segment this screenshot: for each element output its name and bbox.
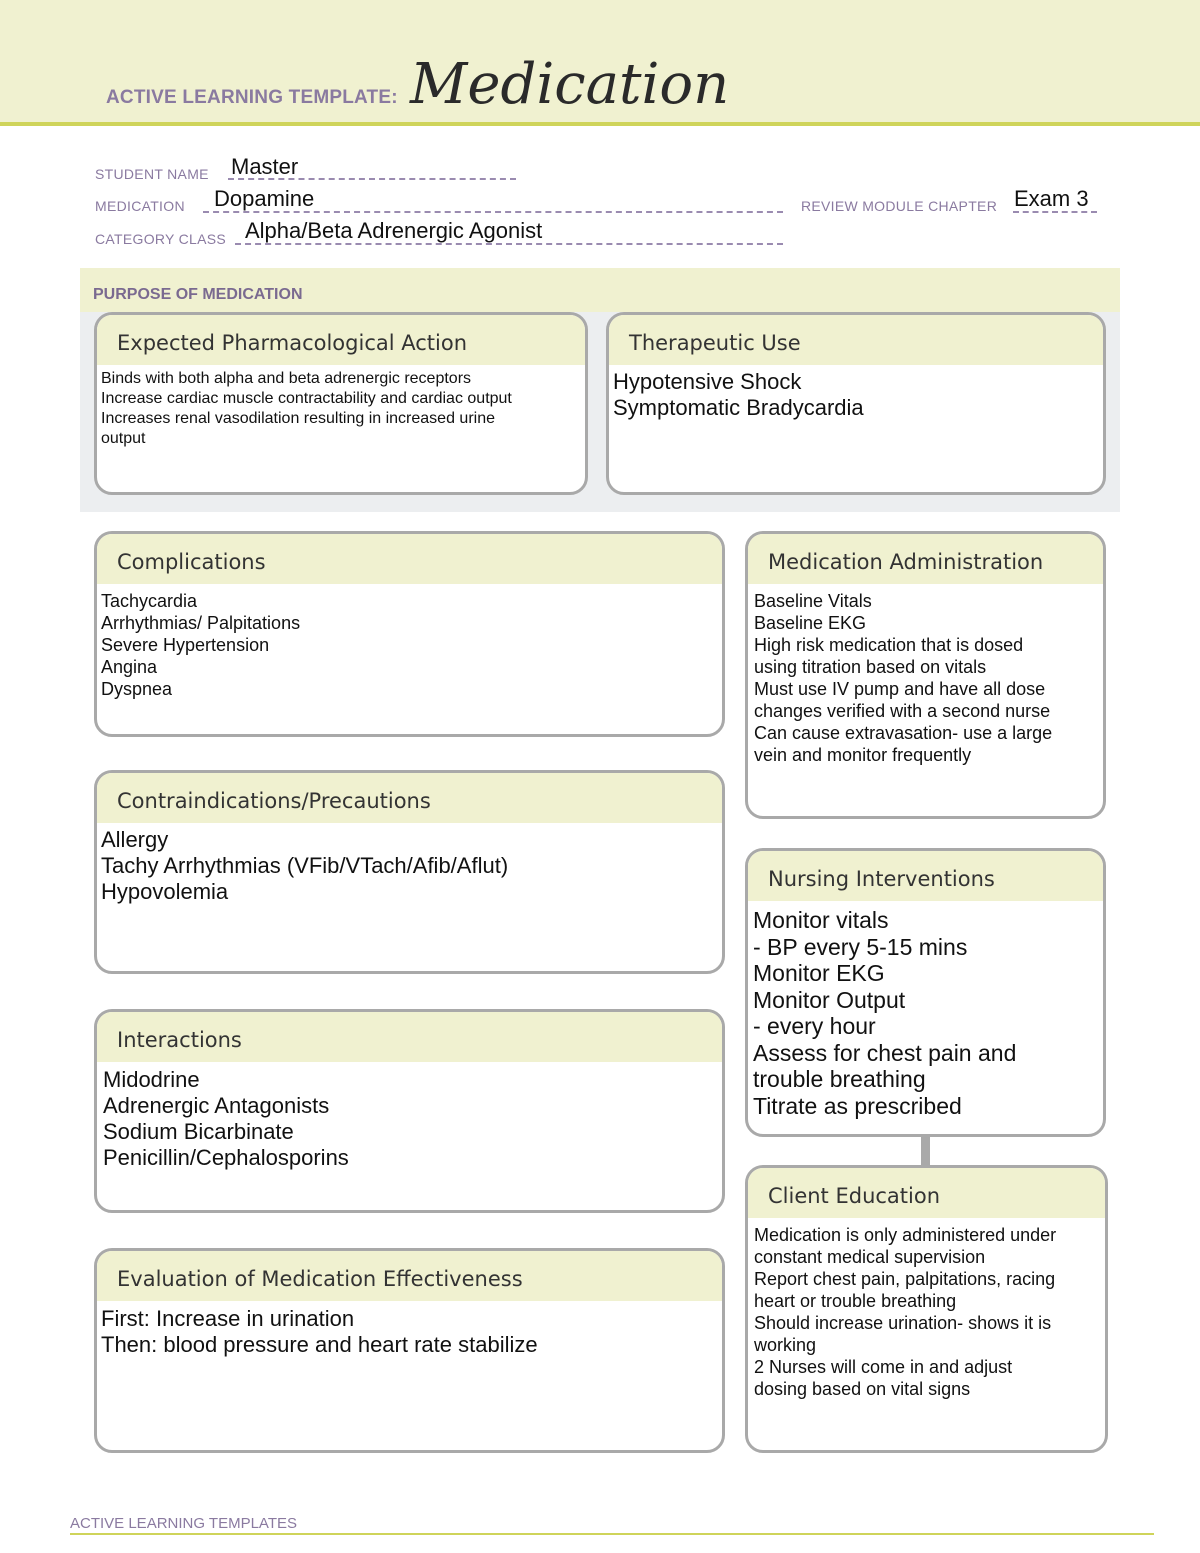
line: Tachycardia bbox=[101, 591, 198, 611]
line: First: Increase in urination bbox=[101, 1306, 355, 1331]
box-content[interactable] bbox=[97, 1062, 722, 1171]
line: Monitor EKG bbox=[753, 960, 885, 986]
nursing-interventions-box bbox=[745, 848, 1106, 1137]
line: changes verified with a second nurse bbox=[754, 701, 1051, 721]
line: dosing based on vital signs bbox=[754, 1379, 971, 1399]
client-education-box bbox=[745, 1165, 1108, 1453]
review-module-label: REVIEW MODULE CHAPTER bbox=[801, 198, 998, 214]
line: Medication is only administered under bbox=[754, 1225, 1057, 1245]
line: Monitor vitals bbox=[753, 907, 889, 933]
footer-text: ACTIVE LEARNING TEMPLATES bbox=[70, 1515, 297, 1532]
line: Should increase urination- shows it is bbox=[754, 1313, 1052, 1333]
box-content[interactable] bbox=[97, 1301, 722, 1358]
line: Baseline Vitals bbox=[754, 591, 872, 611]
box-connector bbox=[921, 1135, 930, 1166]
box-title: Complications bbox=[97, 534, 722, 584]
box-title: Medication Administration bbox=[748, 534, 1103, 584]
line: heart or trouble breathing bbox=[754, 1291, 957, 1311]
template-title: Medication bbox=[410, 52, 730, 117]
student-name-field[interactable]: Master bbox=[231, 154, 299, 179]
line: Can cause extravasation- use a large bbox=[754, 723, 1053, 743]
box-title: Client Education bbox=[748, 1168, 1105, 1218]
line: vein and monitor frequently bbox=[754, 745, 972, 765]
line: Symptomatic Bradycardia bbox=[613, 395, 864, 420]
box-content[interactable] bbox=[97, 823, 722, 905]
expected-action-box bbox=[94, 312, 588, 495]
contraindications-box bbox=[94, 770, 725, 974]
purpose-title: PURPOSE OF MEDICATION bbox=[93, 286, 303, 303]
line: Must use IV pump and have all dose bbox=[754, 679, 1046, 699]
box-content[interactable] bbox=[609, 365, 1103, 421]
line: Allergy bbox=[101, 827, 169, 852]
therapeutic-use-box bbox=[606, 312, 1106, 495]
box-title: Contraindications/Precautions bbox=[97, 773, 722, 823]
line: using titration based on vitals bbox=[754, 657, 987, 677]
line: Increases renal vasodilation resulting in increased urine bbox=[101, 410, 495, 427]
box-content[interactable] bbox=[748, 1218, 1105, 1400]
line: 2 Nurses will come in and adjust bbox=[754, 1357, 1013, 1377]
line: Penicillin/Cephalosporins bbox=[103, 1145, 349, 1170]
box-title: Evaluation of Medication Effectiveness bbox=[97, 1251, 722, 1301]
line: Tachy Arrhythmias (VFib/VTach/Afib/Aflut) bbox=[101, 853, 509, 878]
line: Binds with both alpha and beta adrenergic receptors bbox=[101, 370, 472, 387]
line: - BP every 5-15 mins bbox=[753, 933, 968, 960]
line: Midodrine bbox=[103, 1067, 200, 1092]
footer-divider bbox=[70, 1533, 1154, 1535]
line: Monitor Output bbox=[753, 986, 906, 1013]
line: Then: blood pressure and heart rate stabilize bbox=[101, 1332, 538, 1357]
box-title: Interactions bbox=[97, 1012, 722, 1062]
complications-box bbox=[94, 531, 725, 737]
review-module-field[interactable]: Exam 3 bbox=[1014, 186, 1089, 211]
line: Hypotensive Shock bbox=[613, 369, 802, 394]
box-content[interactable] bbox=[97, 584, 722, 700]
line: Adrenergic Antagonists bbox=[103, 1093, 330, 1118]
line: Sodium Bicarbinate bbox=[103, 1119, 294, 1144]
box-title: Therapeutic Use bbox=[609, 315, 1103, 365]
line: Baseline EKG bbox=[754, 613, 867, 633]
line: constant medical supervision bbox=[754, 1247, 986, 1267]
line: output bbox=[101, 430, 146, 447]
line: Hypovolemia bbox=[101, 879, 229, 904]
medication-administration-box bbox=[745, 531, 1106, 819]
line: Angina bbox=[101, 657, 158, 677]
line: Titrate as prescribed bbox=[753, 1092, 962, 1119]
template-label: ACTIVE LEARNING TEMPLATE: bbox=[106, 87, 398, 108]
box-title: Nursing Interventions bbox=[748, 851, 1103, 901]
box-content[interactable] bbox=[748, 584, 1103, 766]
line: trouble breathing bbox=[753, 1066, 926, 1092]
interactions-box bbox=[94, 1009, 725, 1213]
category-class-field[interactable]: Alpha/Beta Adrenergic Agonist bbox=[245, 218, 543, 243]
box-content[interactable] bbox=[748, 901, 1103, 1119]
line: Arrhythmias/ Palpitations bbox=[101, 613, 301, 633]
medication-label: MEDICATION bbox=[95, 198, 185, 214]
line: Increase cardiac muscle contractability and cardiac output bbox=[101, 390, 512, 407]
line: - every hour bbox=[753, 1013, 876, 1039]
line: working bbox=[754, 1335, 817, 1355]
box-content[interactable] bbox=[97, 365, 585, 449]
category-class-label: CATEGORY CLASS bbox=[95, 231, 227, 247]
line: Assess for chest pain and bbox=[753, 1039, 1017, 1066]
line: Dyspnea bbox=[101, 679, 173, 699]
medication-field[interactable]: Dopamine bbox=[214, 186, 315, 211]
student-name-label: STUDENT NAME bbox=[95, 166, 209, 182]
line: Report chest pain, palpitations, racing bbox=[754, 1269, 1056, 1289]
box-title: Expected Pharmacological Action bbox=[97, 315, 585, 365]
evaluation-box bbox=[94, 1248, 725, 1453]
line: High risk medication that is dosed bbox=[754, 635, 1024, 655]
line: Severe Hypertension bbox=[101, 635, 270, 655]
